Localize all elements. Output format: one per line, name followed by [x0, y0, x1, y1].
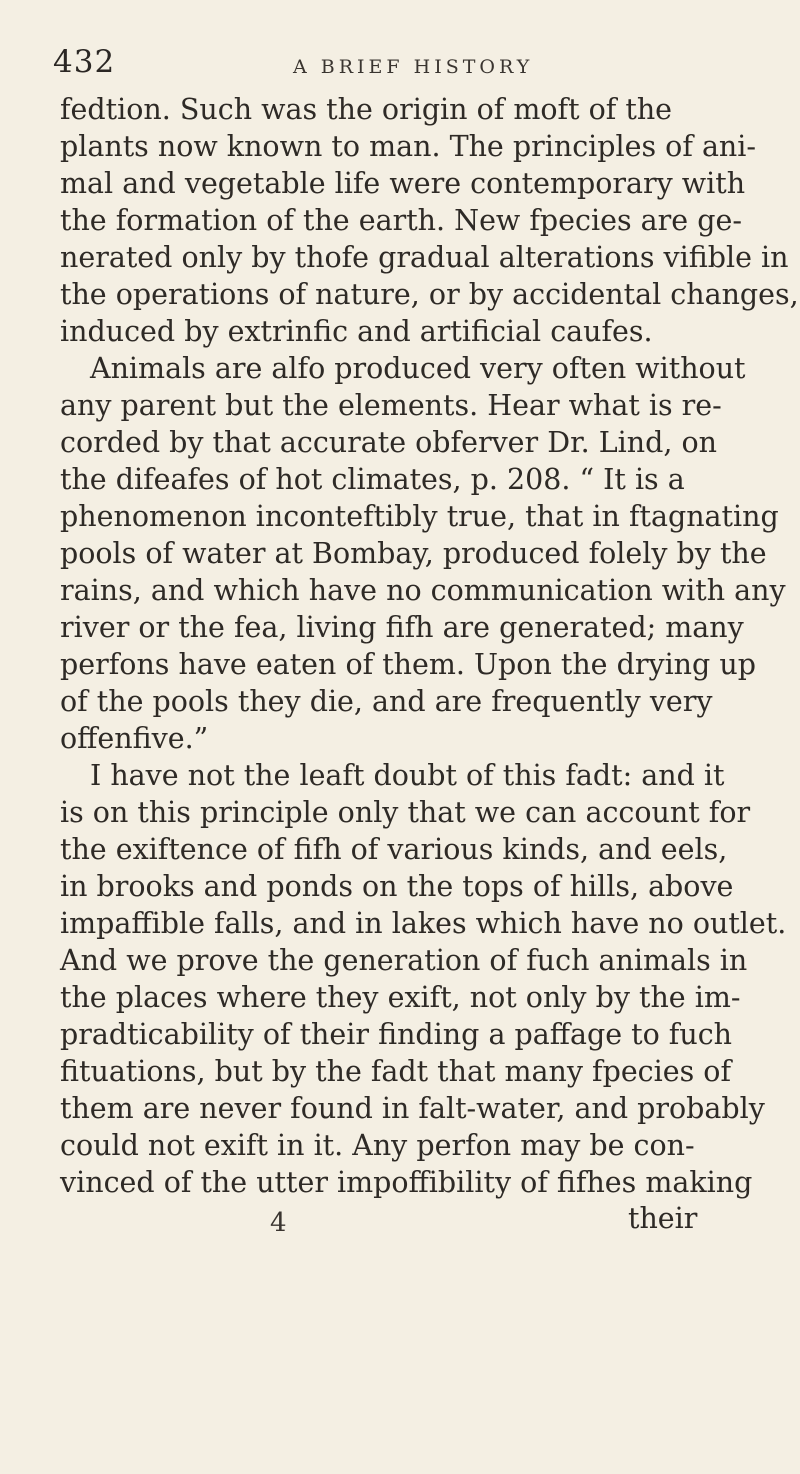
text-line: the operations of nature, or by accidental changes, — [60, 278, 799, 311]
text-line: vinced of the utter impoffibility of fifhes making — [60, 1166, 753, 1199]
text-line: of the pools they die, and are frequently very — [60, 685, 713, 718]
text-line: offenfive.” — [60, 722, 209, 755]
page-header — [0, 22, 800, 82]
text-line: nerated only by thofe gradual alterations vifible in — [60, 241, 789, 274]
text-line: perfons have eaten of them. Upon the drying up — [60, 648, 756, 681]
text-line: in brooks and ponds on the tops of hills, above — [60, 870, 734, 903]
text-line: phenomenon inconteftibly true, that in ftagnating — [60, 500, 779, 533]
text-line: fituations, but by the fadt that many fpecies of — [60, 1055, 732, 1088]
text-line: river or the fea, living fifh are generated; many — [60, 611, 744, 644]
text-line: mal and vegetable life were contemporary with — [60, 167, 746, 200]
text-line: induced by extrinfic and artificial caufes. — [60, 315, 653, 348]
text-line: And we prove the generation of fuch animals in — [60, 944, 748, 977]
text-line: fedtion. Such was the origin of moft of the — [60, 93, 673, 126]
text-line: the formation of the earth. New fpecies are ge- — [60, 204, 742, 237]
text-line: the difeafes of hot climates, p. 208. “ It is a — [60, 463, 685, 496]
page-footer — [0, 1200, 800, 1240]
text-line: pools of water at Bombay, produced folely by the — [60, 537, 767, 570]
signature-mark: 4 — [270, 1208, 287, 1238]
text-line: impaffible falls, and in lakes which have no outlet. — [60, 907, 787, 940]
text-line: plants now known to man. The principles of ani- — [60, 130, 757, 163]
text-line: rains, and which have no communication with any — [60, 574, 786, 607]
text-line: any parent but the elements. Hear what is re- — [60, 389, 722, 422]
page-number: 432 — [53, 44, 116, 80]
text-line: corded by that accurate obferver Dr. Lind, on — [60, 426, 717, 459]
catchword: their — [628, 1202, 698, 1235]
text-line: could not exift in it. Any perfon may be con- — [60, 1129, 695, 1162]
text-line: Animals are alfo produced very often without — [90, 352, 746, 385]
text-line: the places where they exift, not only by the im- — [60, 981, 741, 1014]
running-head: A BRIEF HISTORY — [293, 56, 534, 78]
text-line: I have not the leaft doubt of this fadt: and it — [90, 759, 725, 792]
text-line: is on this principle only that we can account for — [60, 796, 751, 829]
text-line: them are never found in falt-water, and probably — [60, 1092, 765, 1125]
text-line: pradticability of their finding a paffage to fuch — [60, 1018, 733, 1051]
text-line: the exiftence of fifh of various kinds, and eels, — [60, 833, 728, 866]
